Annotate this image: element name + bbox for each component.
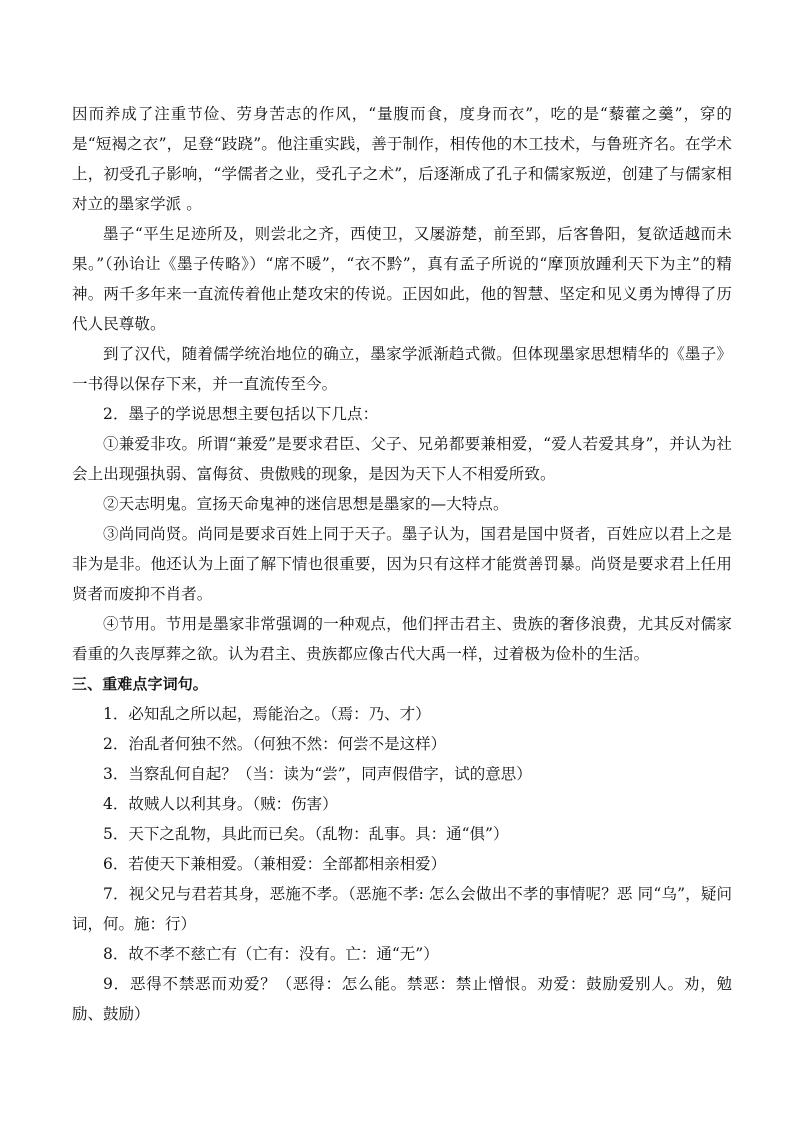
list-item: 9．恶得不禁恶而劝爱？（恶得：怎么能。禁恶：禁止憎恨。劝爱：鼓励爱别人。劝，勉励、鼓励） <box>72 975 732 1023</box>
list-item: 7．视父兄与君若其身，恶施不孝。（恶施不孝: 怎么会做出不孝的事情呢？恶 同“乌”，疑问词，何。施：行） <box>72 885 732 933</box>
paragraph-mozi-travels: 墨子“平生足迹所及，则尝北之齐，西使卫，又屡游楚，前至郢，后客鲁阳，复欲适越而未果。”（孙诒让《墨子传略》）“席不暖”，“衣不黔”，真有孟子所说的“摩顶放踵利天下为主”的精神。两千多年来一直流传着他止楚攻宋的传说。正因如此，他的智慧、坚定和见义勇为博得了历代人民尊敬。 <box>72 225 732 333</box>
paragraph-mozi-lifestyle: 因而养成了注重节俭、劳身苦志的作风，“量腹而食，度身而衣”，吃的是“藜藿之羹”，穿的是“短褐之衣”，足登“跂跷”。他注重实践，善于制作，相传他的木工技术，与鲁班齐名。在学术上，初受孔子影响，“学儒者之业，受孔子之术”，后逐渐成了孔子和儒家叛逆，创建了与儒家相对立的墨家学派 。 <box>72 105 732 213</box>
paragraph-han-dynasty: 到了汉代，随着儒学统治地位的确立，墨家学派渐趋式微。但体现墨家思想精华的《墨子》一书得以保存下来，并一直流传至今。 <box>72 345 732 393</box>
list-item: 6．若使天下兼相爱。（兼相爱：全部都相亲相爱） <box>103 855 447 873</box>
paragraph-identification-merit: ③尚同尚贤。尚同是要求百姓上同于天子。墨子认为，国君是国中贤者，百姓应以君上之是非为是非。他还认为上面了解下情也很重要，因为只有这样才能赏善罚暴。尚贤是要求君上任用贤者而废抑不肖者。 <box>72 525 732 603</box>
list-item: 2．治乱者何独不然。（何独不然：何尝不是这样） <box>103 735 447 753</box>
paragraph-universal-love: ①兼爱非攻。所谓“兼爱”是要求君臣、父子、兄弟都要兼相爱，“爱人若爱其身”，并认为社会上出现强执弱、富侮贫、贵傲贱的现象，是因为天下人不相爱所致。 <box>72 435 732 483</box>
list-item: 5．天下之乱物，具此而已矣。（乱物：乱事。具：通“俱”） <box>103 825 509 843</box>
list-item: 4．故贼人以利其身。（贼：伤害） <box>103 795 338 813</box>
paragraph-doctrine-intro: 2．墨子的学说思想主要包括以下几点： <box>103 405 379 423</box>
section-heading: 三、重难点字词句。 <box>72 675 208 693</box>
list-item: 3．当察乱何自起？（当：读为“尝”，同声假借字，试的意思） <box>103 765 532 783</box>
paragraph-frugality: ④节用。节用是墨家非常强调的一种观点，他们抨击君主、贵族的奢侈浪费，尤其反对儒家看重的久丧厚葬之欲。认为君主、贵族都应像古代大禹一样，过着极为俭朴的生活。 <box>72 615 732 663</box>
list-item: 8．故不孝不慈亡有（亡有：没有。亡：通“无”） <box>103 945 439 963</box>
list-item: 1．必知乱之所以起，焉能治之。（焉：乃、才） <box>103 705 431 723</box>
paragraph-heaven-ghosts: ②天志明鬼。宣扬天命鬼神的迷信思想是墨家的—大特点。 <box>103 495 509 513</box>
